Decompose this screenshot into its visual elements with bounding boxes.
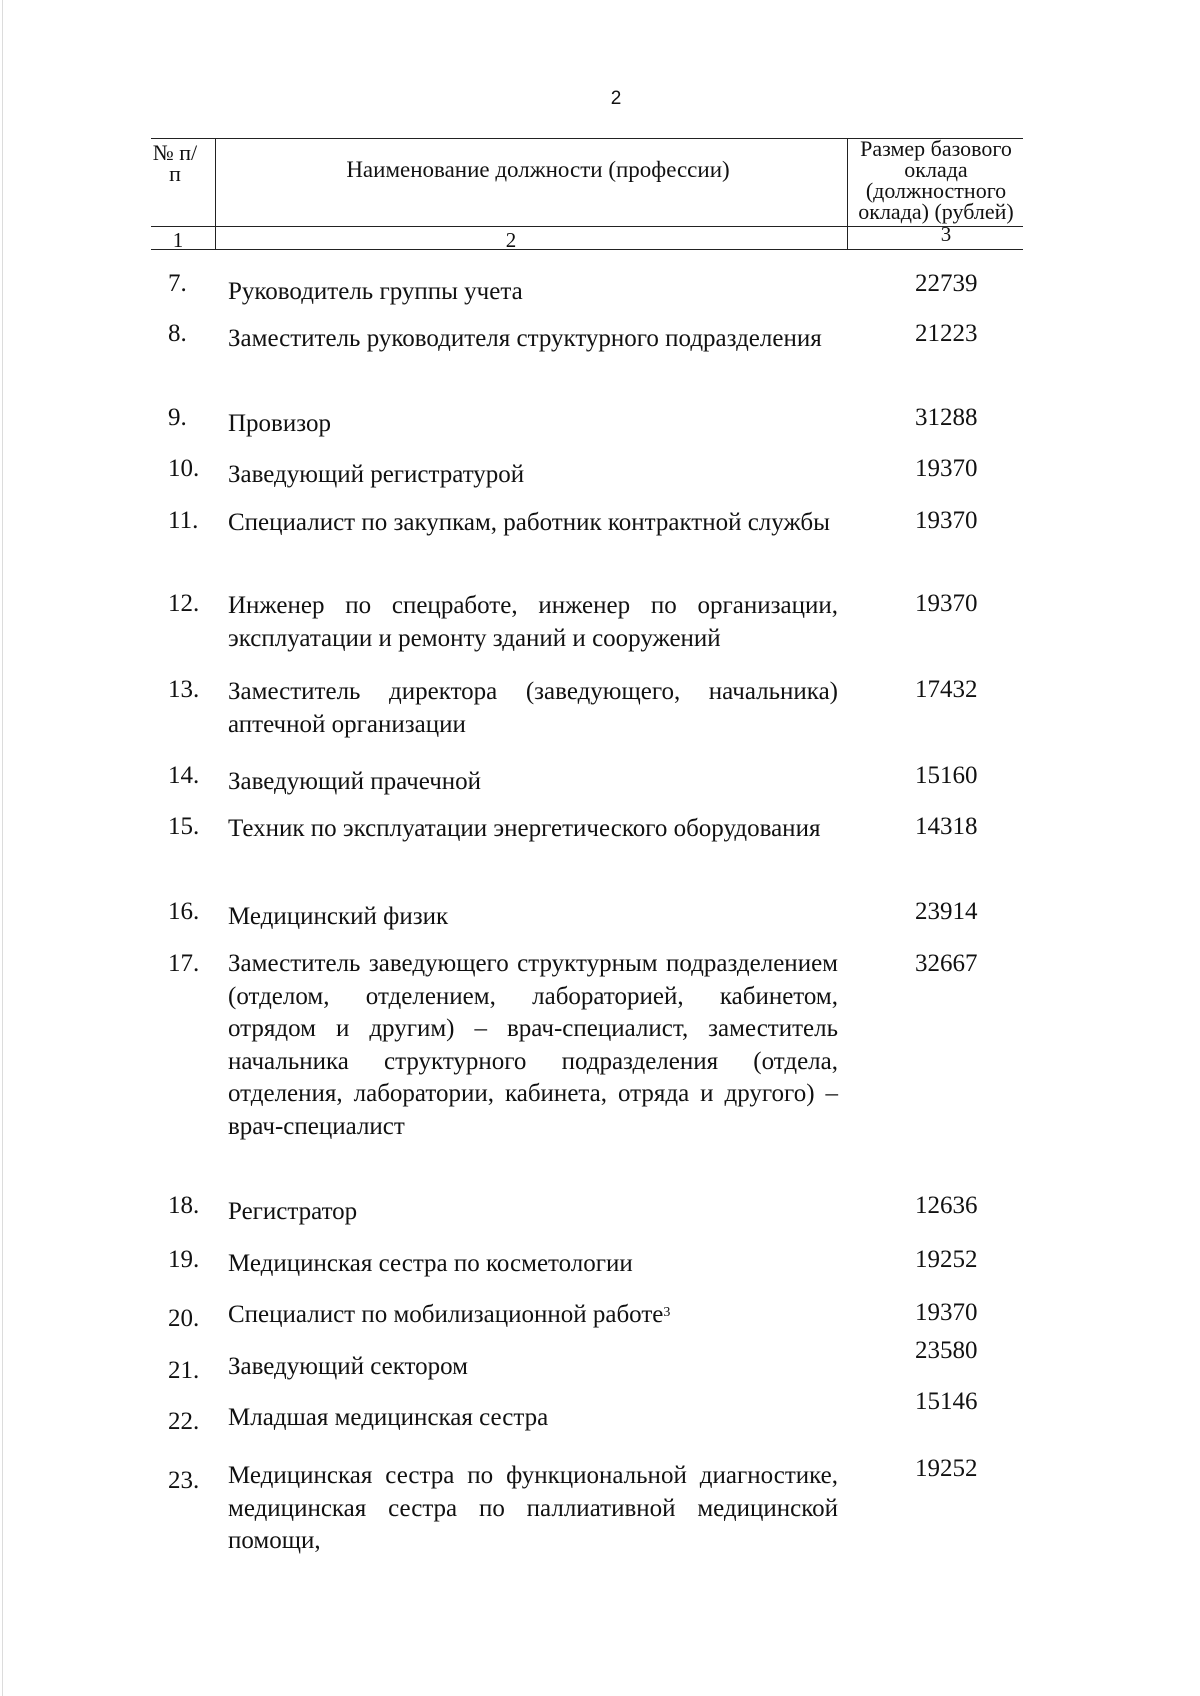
position-name: Заместитель директора (заведующего, начальника) аптечной организации (228, 678, 838, 738)
salary-value: 15160 (915, 762, 978, 789)
salary-value: 19370 (915, 1299, 978, 1326)
salary-value: 23914 (915, 898, 978, 925)
row-number: 10. (168, 455, 200, 482)
position-name: Руководитель группы учета (228, 278, 523, 305)
row-number: 20. (168, 1305, 200, 1332)
column-number-3: 3 (940, 222, 952, 246)
row-number: 13. (168, 676, 200, 703)
salary-value: 19252 (915, 1246, 978, 1273)
row-number: 19. (168, 1246, 200, 1273)
salary-value: 19370 (915, 590, 978, 617)
position-name: Заместитель руководителя структурного подразделения (228, 325, 822, 352)
row-number: 7. (168, 270, 187, 297)
salary-value: 14318 (915, 813, 978, 840)
header-mid-rule (151, 226, 1023, 227)
position-name: Регистратор (228, 1198, 358, 1225)
salary-value: 12636 (915, 1192, 978, 1219)
salary-value: 31288 (915, 404, 978, 431)
position-name: Провизор (228, 410, 331, 437)
row-number: 17. (168, 950, 200, 977)
salary-value: 19370 (915, 455, 978, 482)
header-bottom-rule (151, 249, 1023, 250)
salary-value: 32667 (915, 950, 978, 977)
row-number: 15. (168, 813, 200, 840)
position-name: Медицинская сестра по косметологии (228, 1250, 633, 1277)
page-number: 2 (610, 88, 622, 109)
salary-value: 19252 (915, 1455, 978, 1482)
position-name: Медицинский физик (228, 903, 449, 930)
row-number: 16. (168, 898, 200, 925)
table-header (151, 138, 1023, 250)
position-name: Заместитель заведующего структурным подразделением (отделом, отделением, лабораторией, кабинетом, отрядом и другим) – врач-специалист, заместитель начальника структурного подразделения (отдела, отделения, лаборатории, кабинета, отряда и другого) – врач-специалист (228, 950, 838, 1140)
row-number: 8. (168, 320, 187, 347)
header-num: № п/п (152, 140, 198, 186)
header-name: Наименование должности (профессии) (346, 157, 730, 182)
row-number: 14. (168, 762, 200, 789)
row-number: 18. (168, 1192, 200, 1219)
page-edge (2, 0, 3, 1696)
position-name: Техник по эксплуатации энергетического оборудования (228, 815, 821, 842)
column-number-1: 1 (172, 228, 184, 252)
header-divider-1 (215, 138, 216, 250)
column-number-2: 2 (505, 228, 517, 252)
position-name-text: Специалист по мобилизационной работе (228, 1301, 664, 1328)
footnote-marker: 3 (663, 1305, 671, 1320)
position-name: Заведующий прачечной (228, 768, 482, 795)
salary-value: 23580 (915, 1337, 978, 1364)
position-name: Медицинская сестра по функциональной диагностике, медицинская сестра по паллиативной медицинской помощи, (228, 1462, 838, 1554)
position-name: Инженер по спецработе, инженер по организации, эксплуатации и ремонту зданий и сооружений (228, 592, 838, 652)
header-salary: Размер базового оклада (должностного оклада) (рублей) (858, 136, 1014, 224)
position-name (228, 1299, 838, 1332)
row-number: 21. (168, 1357, 200, 1384)
position-name: Специалист по закупкам, работник контрактной службы (228, 509, 830, 536)
position-name: Младшая медицинская сестра (228, 1404, 549, 1431)
row-number: 23. (168, 1467, 200, 1494)
salary-value: 21223 (915, 320, 978, 347)
row-number: 12. (168, 590, 200, 617)
row-number: 22. (168, 1408, 200, 1435)
row-number: 11. (168, 507, 199, 534)
salary-value: 15146 (915, 1388, 978, 1415)
row-number: 9. (168, 404, 187, 431)
salary-value: 17432 (915, 676, 978, 703)
salary-value: 22739 (915, 270, 978, 297)
position-name: Заведующий регистратурой (228, 461, 525, 488)
position-name: Заведующий сектором (228, 1353, 468, 1380)
salary-value: 19370 (915, 507, 978, 534)
